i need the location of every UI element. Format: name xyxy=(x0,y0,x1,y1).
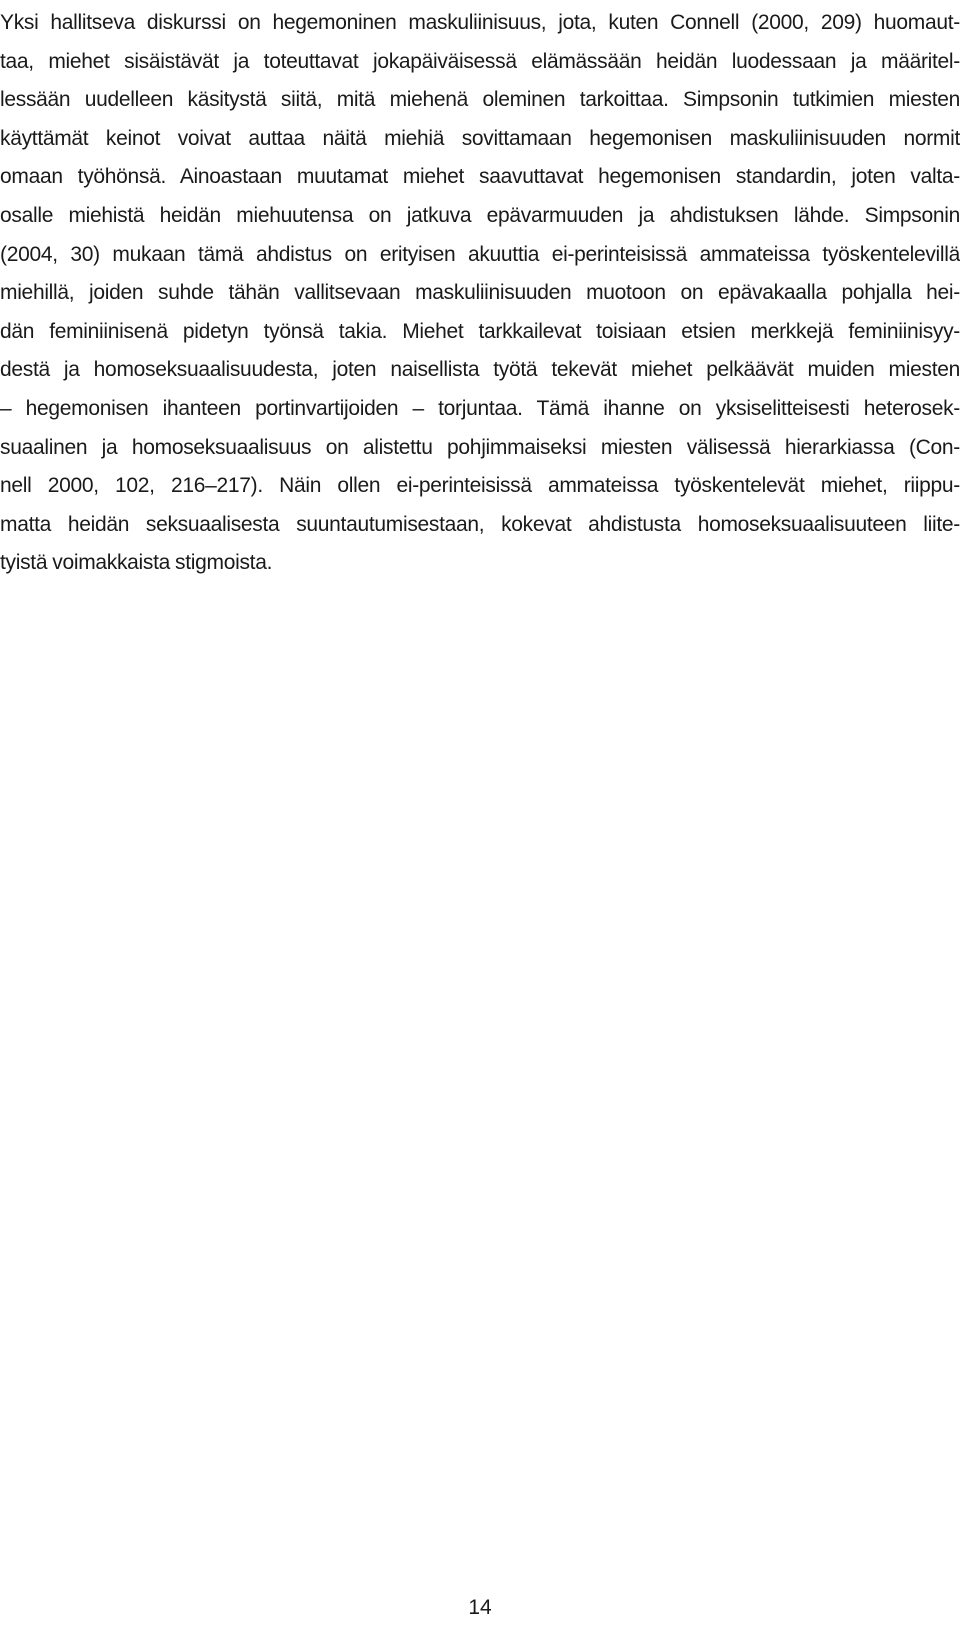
paragraph-line: tyistä voimakkaista stigmoista. xyxy=(0,551,273,575)
paragraph-line: osalle miehistä heidän miehuutensa on jatkuva epävarmuuden ja ahdistuksen lähde. Simpsonin xyxy=(0,203,960,227)
paragraph-line: Yksi hallitseva diskurssi on hegemoninen maskuliinisuus, jota, kuten Connell (2000, 209) huomaut- xyxy=(0,11,960,34)
paragraph-line: suaalinen ja homoseksuaalisuus on alistettu pohjimmaiseksi miesten välisessä hierarkiassa (Con- xyxy=(0,435,960,459)
paragraph-line: taa, miehet sisäistävät ja toteuttavat jokapäiväisessä elämässään heidän luodessaan ja määritel- xyxy=(0,49,960,73)
paragraph-line: dän feminiinisenä pidetyn työnsä takia. Miehet tarkkailevat toisiaan etsien merkkejä feminiinisyy- xyxy=(0,319,960,343)
paragraph-line: käyttämät keinot voivat auttaa näitä miehiä sovittamaan hegemonisen maskuliinisuuden normit xyxy=(0,126,960,150)
paragraph-line: omaan työhönsä. Ainoastaan muutamat miehet saavuttavat hegemonisen standardin, joten valta- xyxy=(0,165,960,189)
page-number: 14 xyxy=(468,1596,492,1619)
paragraph-line: matta heidän seksuaalisesta suuntautumisestaan, kokevat ahdistusta homoseksuaalisuuteen liite- xyxy=(0,512,960,536)
body-paragraph xyxy=(0,4,960,583)
paragraph-line: – hegemonisen ihanteen portinvartijoiden – torjuntaa. Tämä ihanne on yksiselitteisesti heterosek- xyxy=(0,396,960,420)
paragraph-line: nell 2000, 102, 216–217). Näin ollen ei-perinteisissä ammateissa työskentelevät miehet, riippu- xyxy=(0,474,960,498)
paragraph-line: lessään uudelleen käsitystä siitä, mitä miehenä oleminen tarkoittaa. Simpsonin tutkimien miesten xyxy=(0,88,960,112)
paragraph-line: destä ja homoseksuaalisuudesta, joten naisellista työtä tekevät miehet pelkäävät muiden miesten xyxy=(0,358,960,382)
paragraph-line: miehillä, joiden suhde tähän vallitsevaan maskuliinisuuden muotoon on epävakaalla pohjalla hei- xyxy=(0,281,960,305)
paragraph-line: (2004, 30) mukaan tämä ahdistus on erityisen akuuttia ei-perinteisissä ammateissa työskentelevillä xyxy=(0,242,960,266)
